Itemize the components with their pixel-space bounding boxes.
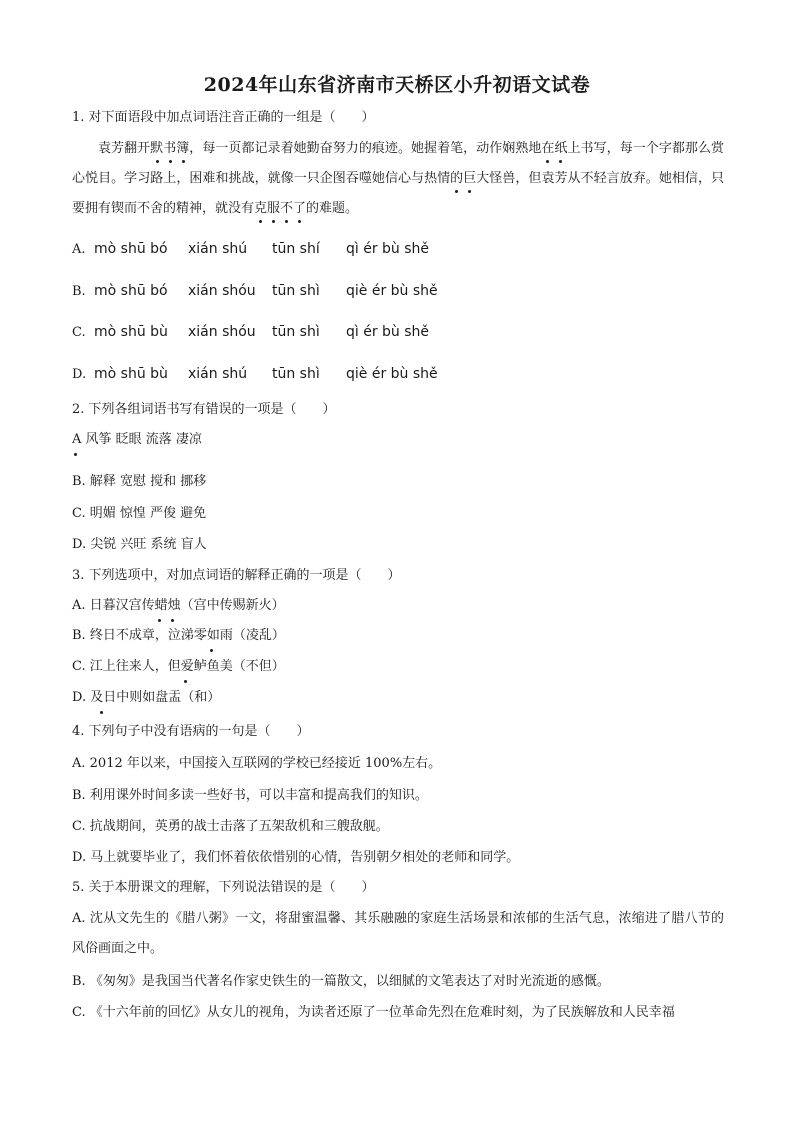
emphasis-dot	[546, 160, 549, 163]
emphasis-dot	[156, 160, 159, 163]
q1-passage: 袁芳翻开默书簿，每一页都记录着她勤奋努力的痕迹。她握着笔，动作娴熟地在纸上书写，每一个字都那么赏心悦目。学习路上，困难和挑战，就像一只企图吞噬她信心与热情的巨大怪兽，但袁芳从不轻言放弃。她相信，只要拥有锲而不舍的精神，就没有克服不了的难题。	[72, 141, 724, 216]
q3-option-b: B. 终日不成章，泣涕零如雨（凌乱）	[72, 628, 285, 643]
q4-option-a: A. 2012 年以来，中国接入互联网的学校已经接近 100%左右。	[72, 756, 442, 771]
q5-option-b: B. 《匆匆》是我国当代著名作家史铁生的一篇散文，以细腻的文笔表达了对时光流逝的感慨。	[72, 974, 610, 989]
emphasis-dot	[171, 619, 174, 622]
q2-option-d: D. 尖锐 兴旺 系统 盲人	[72, 537, 207, 552]
q1-stem: 1. 对下面语段中加点词语注音正确的一组是（ ）	[72, 110, 375, 125]
q2-option-c: C. 明媚 惊惶 严俊 避免	[72, 506, 207, 521]
emphasis-dot	[272, 220, 275, 223]
q4-stem: 4. 下列句子中没有语病的一句是（ ）	[72, 724, 310, 739]
q1-option-d: D. mò shū bù xián shú tūn shì qiè ér bù shě	[72, 366, 438, 382]
emphasis-dot	[182, 160, 185, 163]
emphasis-dot	[158, 619, 161, 622]
q3-stem: 3. 下列选项中，对加点词语的解释正确的一项是（ ）	[72, 568, 401, 583]
emphasis-dot	[455, 190, 458, 193]
q2-option-b: B. 解释 宽慰 搅和 挪移	[72, 474, 207, 489]
emphasis-dot	[74, 453, 77, 456]
q1-option-a: A. mò shū bó xián shú tūn shí qì ér bù shě	[72, 241, 430, 257]
q5-stem: 5. 关于本册课文的理解，下列说法错误的是（ ）	[72, 880, 375, 895]
emphasis-dot	[559, 160, 562, 163]
exam-title: 2024年山东省济南市天桥区小升初语文试卷	[203, 74, 591, 96]
q3-option-c: C. 江上往来人，但爱鲈鱼美（不但）	[72, 659, 285, 674]
emphasis-dot	[184, 680, 187, 683]
emphasis-dot	[468, 190, 471, 193]
q4-option-c: C. 抗战期间，英勇的战士击落了五架敌机和三艘敌舰。	[72, 819, 389, 834]
emphasis-dot	[169, 160, 172, 163]
q3-option-a: A. 日暮汉宫传蜡烛（宫中传赐新火）	[72, 598, 285, 613]
emphasis-dot	[259, 220, 262, 223]
q3-option-d: D. 及日中则如盘盂（和）	[72, 690, 221, 705]
q4-option-d: D. 马上就要毕业了，我们怀着依依惜别的心情，告别朝夕相处的老师和同学。	[72, 850, 520, 865]
q2-stem: 2. 下列各组词语书写有错误的一项是（ ）	[72, 402, 336, 417]
q1-option-c: C. mò shū bù xián shóu tūn shì qì ér bù shě	[72, 324, 430, 340]
q5-option-a: A. 沈从文先生的《腊八粥》一文，将甜蜜温馨、其乐融融的家庭生活场景和浓郁的生活气息，浓缩进了腊八节的风俗画面之中。	[72, 911, 724, 956]
q5-option-c: C. 《十六年前的回忆》从女儿的视角，为读者还原了一位革命先烈在危难时刻，为了民族解放和人民幸福	[72, 1005, 675, 1020]
q2-option-a: A 风筝 眨眼 流落 凄凉	[72, 432, 202, 447]
q1-option-b: B. mò shū bó xián shóu tūn shì qiè ér bù shě	[72, 283, 438, 299]
emphasis-dot	[298, 220, 301, 223]
emphasis-dot	[100, 711, 103, 714]
q4-option-b: B. 利用课外时间多读一些好书，可以丰富和提高我们的知识。	[72, 788, 428, 803]
emphasis-dot	[285, 220, 288, 223]
emphasis-dot	[210, 649, 213, 652]
